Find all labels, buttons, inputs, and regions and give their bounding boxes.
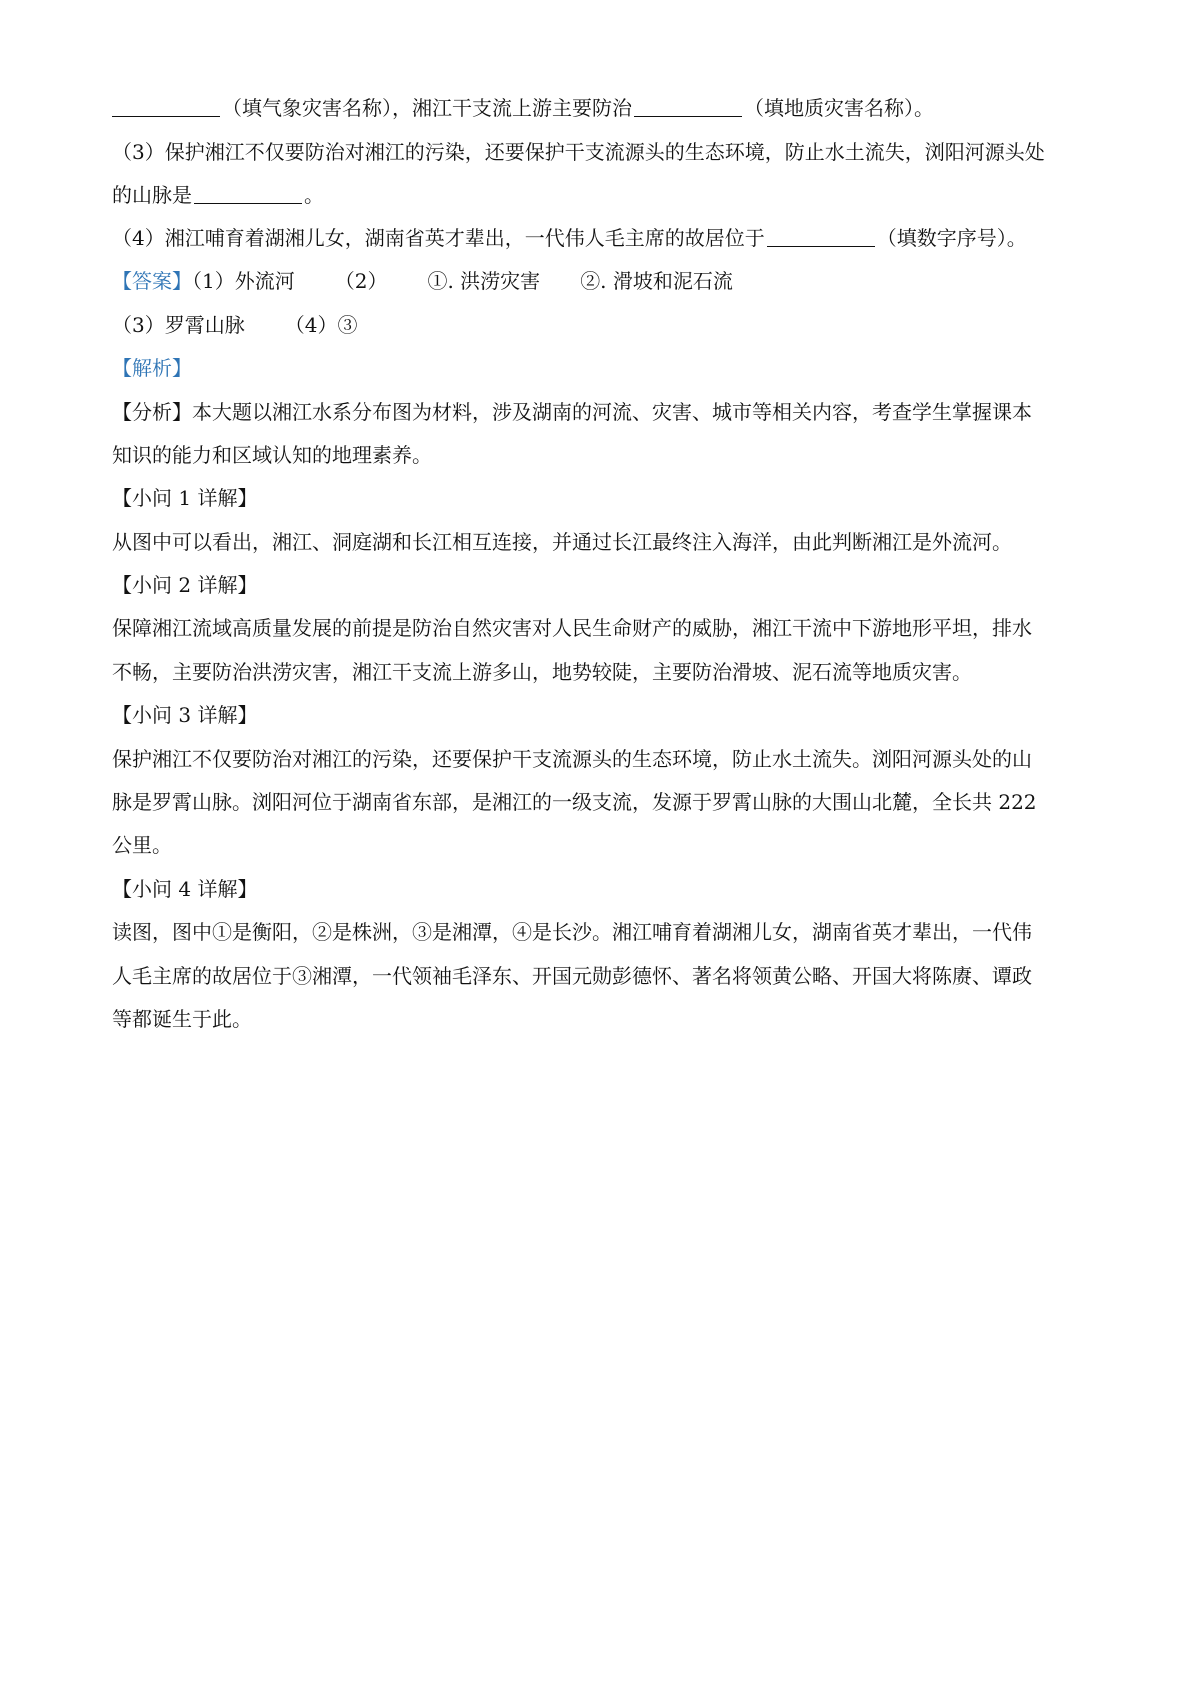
question-4: （4）湘江哺育着湖湘儿女，湖南省英才辈出，一代伟人毛主席的故居位于 （填数字序号）。	[112, 226, 1027, 250]
detail-2-line-2: 不畅，主要防治洪涝灾害，湘江干支流上游多山，地势较陡，主要防治滑坡、泥石流等地质灾害。	[112, 660, 972, 684]
question-2-continued: （填气象灾害名称），湘江干支流上游主要防治 （填地质灾害名称）。	[112, 94, 1100, 122]
answer-blank[interactable]	[767, 226, 875, 247]
detail-4-line-1: 读图，图中①是衡阳，②是株洲，③是湘潭，④是长沙。湘江哺育着湖湘儿女，湖南省英才辈出，一代伟	[112, 920, 1032, 944]
answer-line-2: （3）罗霄山脉 （4）③	[112, 313, 358, 337]
detail-3-line-3: 公里。	[112, 833, 172, 857]
answer-blank[interactable]	[112, 96, 220, 117]
detail-3-heading: 【小问 3 详解】	[112, 703, 258, 727]
detail-3-line-2: 脉是罗霄山脉。浏阳河位于湖南省东部，是湘江的一级支流，发源于罗霄山脉的大围山北麓，全长共 222	[112, 790, 1037, 814]
fenxi-line-1: 【分析】本大题以湘江水系分布图为材料，涉及湖南的河流、灾害、城市等相关内容，考查学生掌握课本	[112, 400, 1032, 424]
detail-3-line-1: 保护湘江不仅要防治对湘江的污染，还要保护干支流源头的生态环境，防止水土流失。浏阳河源头处的山	[112, 747, 1032, 771]
detail-4-line-3: 等都诞生于此。	[112, 1007, 252, 1031]
question-3-line-1: （3）保护湘江不仅要防治对湘江的污染，还要保护干支流源头的生态环境，防止水土流失，浏阳河源头处	[112, 140, 1045, 164]
analysis-label: 【解析】	[112, 356, 192, 380]
detail-1-line-1: 从图中可以看出，湘江、洞庭湖和长江相互连接，并通过长江最终注入海洋，由此判断湘江是外流河。	[112, 530, 1012, 554]
detail-4-heading: 【小问 4 详解】	[112, 877, 258, 901]
question-3-line-2: 的山脉是 。	[112, 183, 324, 207]
detail-2-line-1: 保障湘江流域高质量发展的前提是防治自然灾害对人民生命财产的威胁，湘江干流中下游地形平坦，排水	[112, 616, 1032, 640]
fenxi-line-2: 知识的能力和区域认知的地理素养。	[112, 443, 432, 467]
answer-blank[interactable]	[634, 96, 742, 117]
detail-4-line-2: 人毛主席的故居位于③湘潭，一代领袖毛泽东、开国元勋彭德怀、著名将领黄公略、开国大将陈赓、谭政	[112, 964, 1032, 988]
detail-2-heading: 【小问 2 详解】	[112, 573, 258, 597]
answer-blank[interactable]	[194, 183, 302, 204]
detail-1-heading: 【小问 1 详解】	[112, 486, 258, 510]
answer-label: 【答案】	[112, 269, 192, 293]
answer-line-1: 【答案】（1）外流河 （2） ①. 洪涝灾害 ②. 滑坡和泥石流	[112, 269, 733, 293]
